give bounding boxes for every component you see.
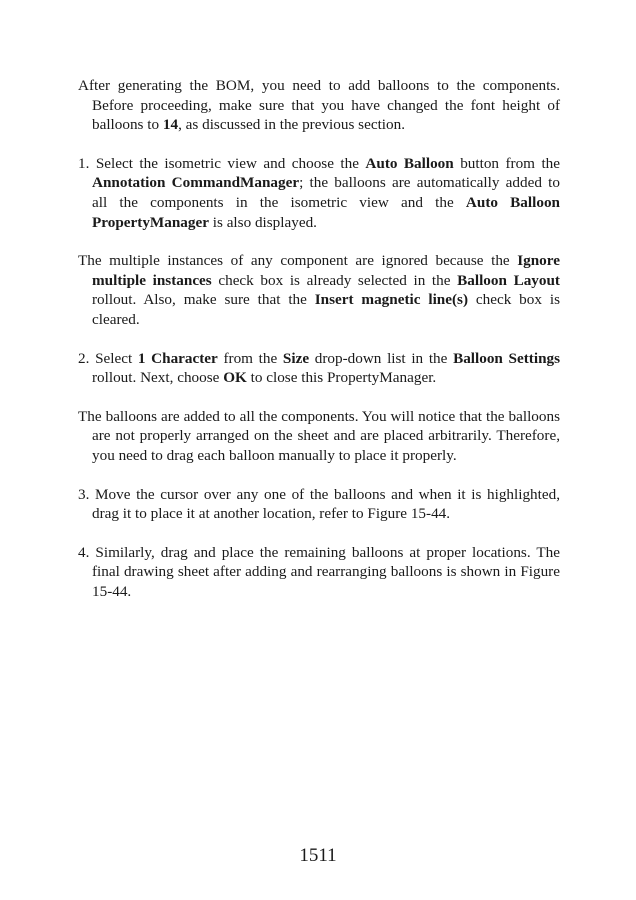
text-segment: , as discussed in the previous section. — [178, 116, 405, 134]
text-segment: from the — [217, 349, 283, 367]
bold-term: Balloon Layout — [457, 271, 560, 289]
bold-term: Auto Balloon PropertyManager — [92, 193, 560, 231]
paragraph-step-1 — [78, 154, 560, 232]
bold-term: Size — [282, 349, 310, 367]
text-segment: After generating the BOM, you need to add balloons to the components. Before proceeding, make sure that you have changed the font height of balloons to — [78, 77, 560, 134]
bold-term: Auto Balloon — [365, 154, 454, 172]
bold-term: 14 — [162, 116, 179, 134]
bold-term: Insert magnetic line(s) — [314, 291, 469, 309]
text-segment: 2. Select — [78, 349, 138, 367]
text-segment: to close this PropertyManager. — [246, 369, 437, 387]
text-segment: check box is cleared. — [92, 291, 560, 328]
text-segment: button from the — [453, 154, 560, 172]
bold-term: Annotation CommandManager — [92, 174, 300, 192]
text-segment: The balloons are added to all the components. You will notice that the balloons are not properly arranged on the sheet and are placed arbitrarily. Therefore, you need to drag each balloon manually to place it properly. — [78, 407, 560, 464]
paragraph-step-4 — [78, 543, 560, 602]
bold-term: Balloon Settings — [453, 349, 561, 367]
paragraph-balloons-arrangement-note — [78, 407, 560, 466]
text-segment: rollout. Next, choose — [92, 369, 224, 387]
text-segment: 1. Select the isometric view and choose the — [78, 154, 366, 172]
bold-term: OK — [223, 369, 247, 387]
bold-term: 1 Character — [137, 349, 218, 367]
text-segment: is also displayed. — [208, 213, 317, 231]
text-segment: 4. Similarly, drag and place the remaining balloons at proper locations. The final drawing sheet after adding and rearranging balloons is shown in Figure 15-44. — [78, 543, 560, 600]
paragraph-step-3 — [78, 485, 560, 524]
paragraph-step-2 — [78, 349, 560, 388]
page-number: 1511 — [299, 845, 337, 866]
text-segment: ; the balloons are automatically added to all the components in the isometric view and the — [92, 174, 560, 211]
paragraph-add-balloons-intro — [78, 76, 560, 135]
text-segment: 3. Move the cursor over any one of the balloons and when it is highlighted, drag it to place it at another location, refer to Figure 15-44. — [78, 485, 560, 523]
text-segment: The multiple instances of any component are ignored because the — [78, 252, 518, 270]
text-segment: rollout. Also, make sure that the — [92, 291, 315, 309]
page-body — [78, 76, 560, 620]
text-segment: check box is already selected in the — [211, 271, 458, 289]
paragraph-multiple-instances-note — [78, 251, 560, 329]
bold-term: Ignore multiple instances — [92, 252, 560, 289]
text-segment: drop-down list in the — [309, 349, 454, 367]
